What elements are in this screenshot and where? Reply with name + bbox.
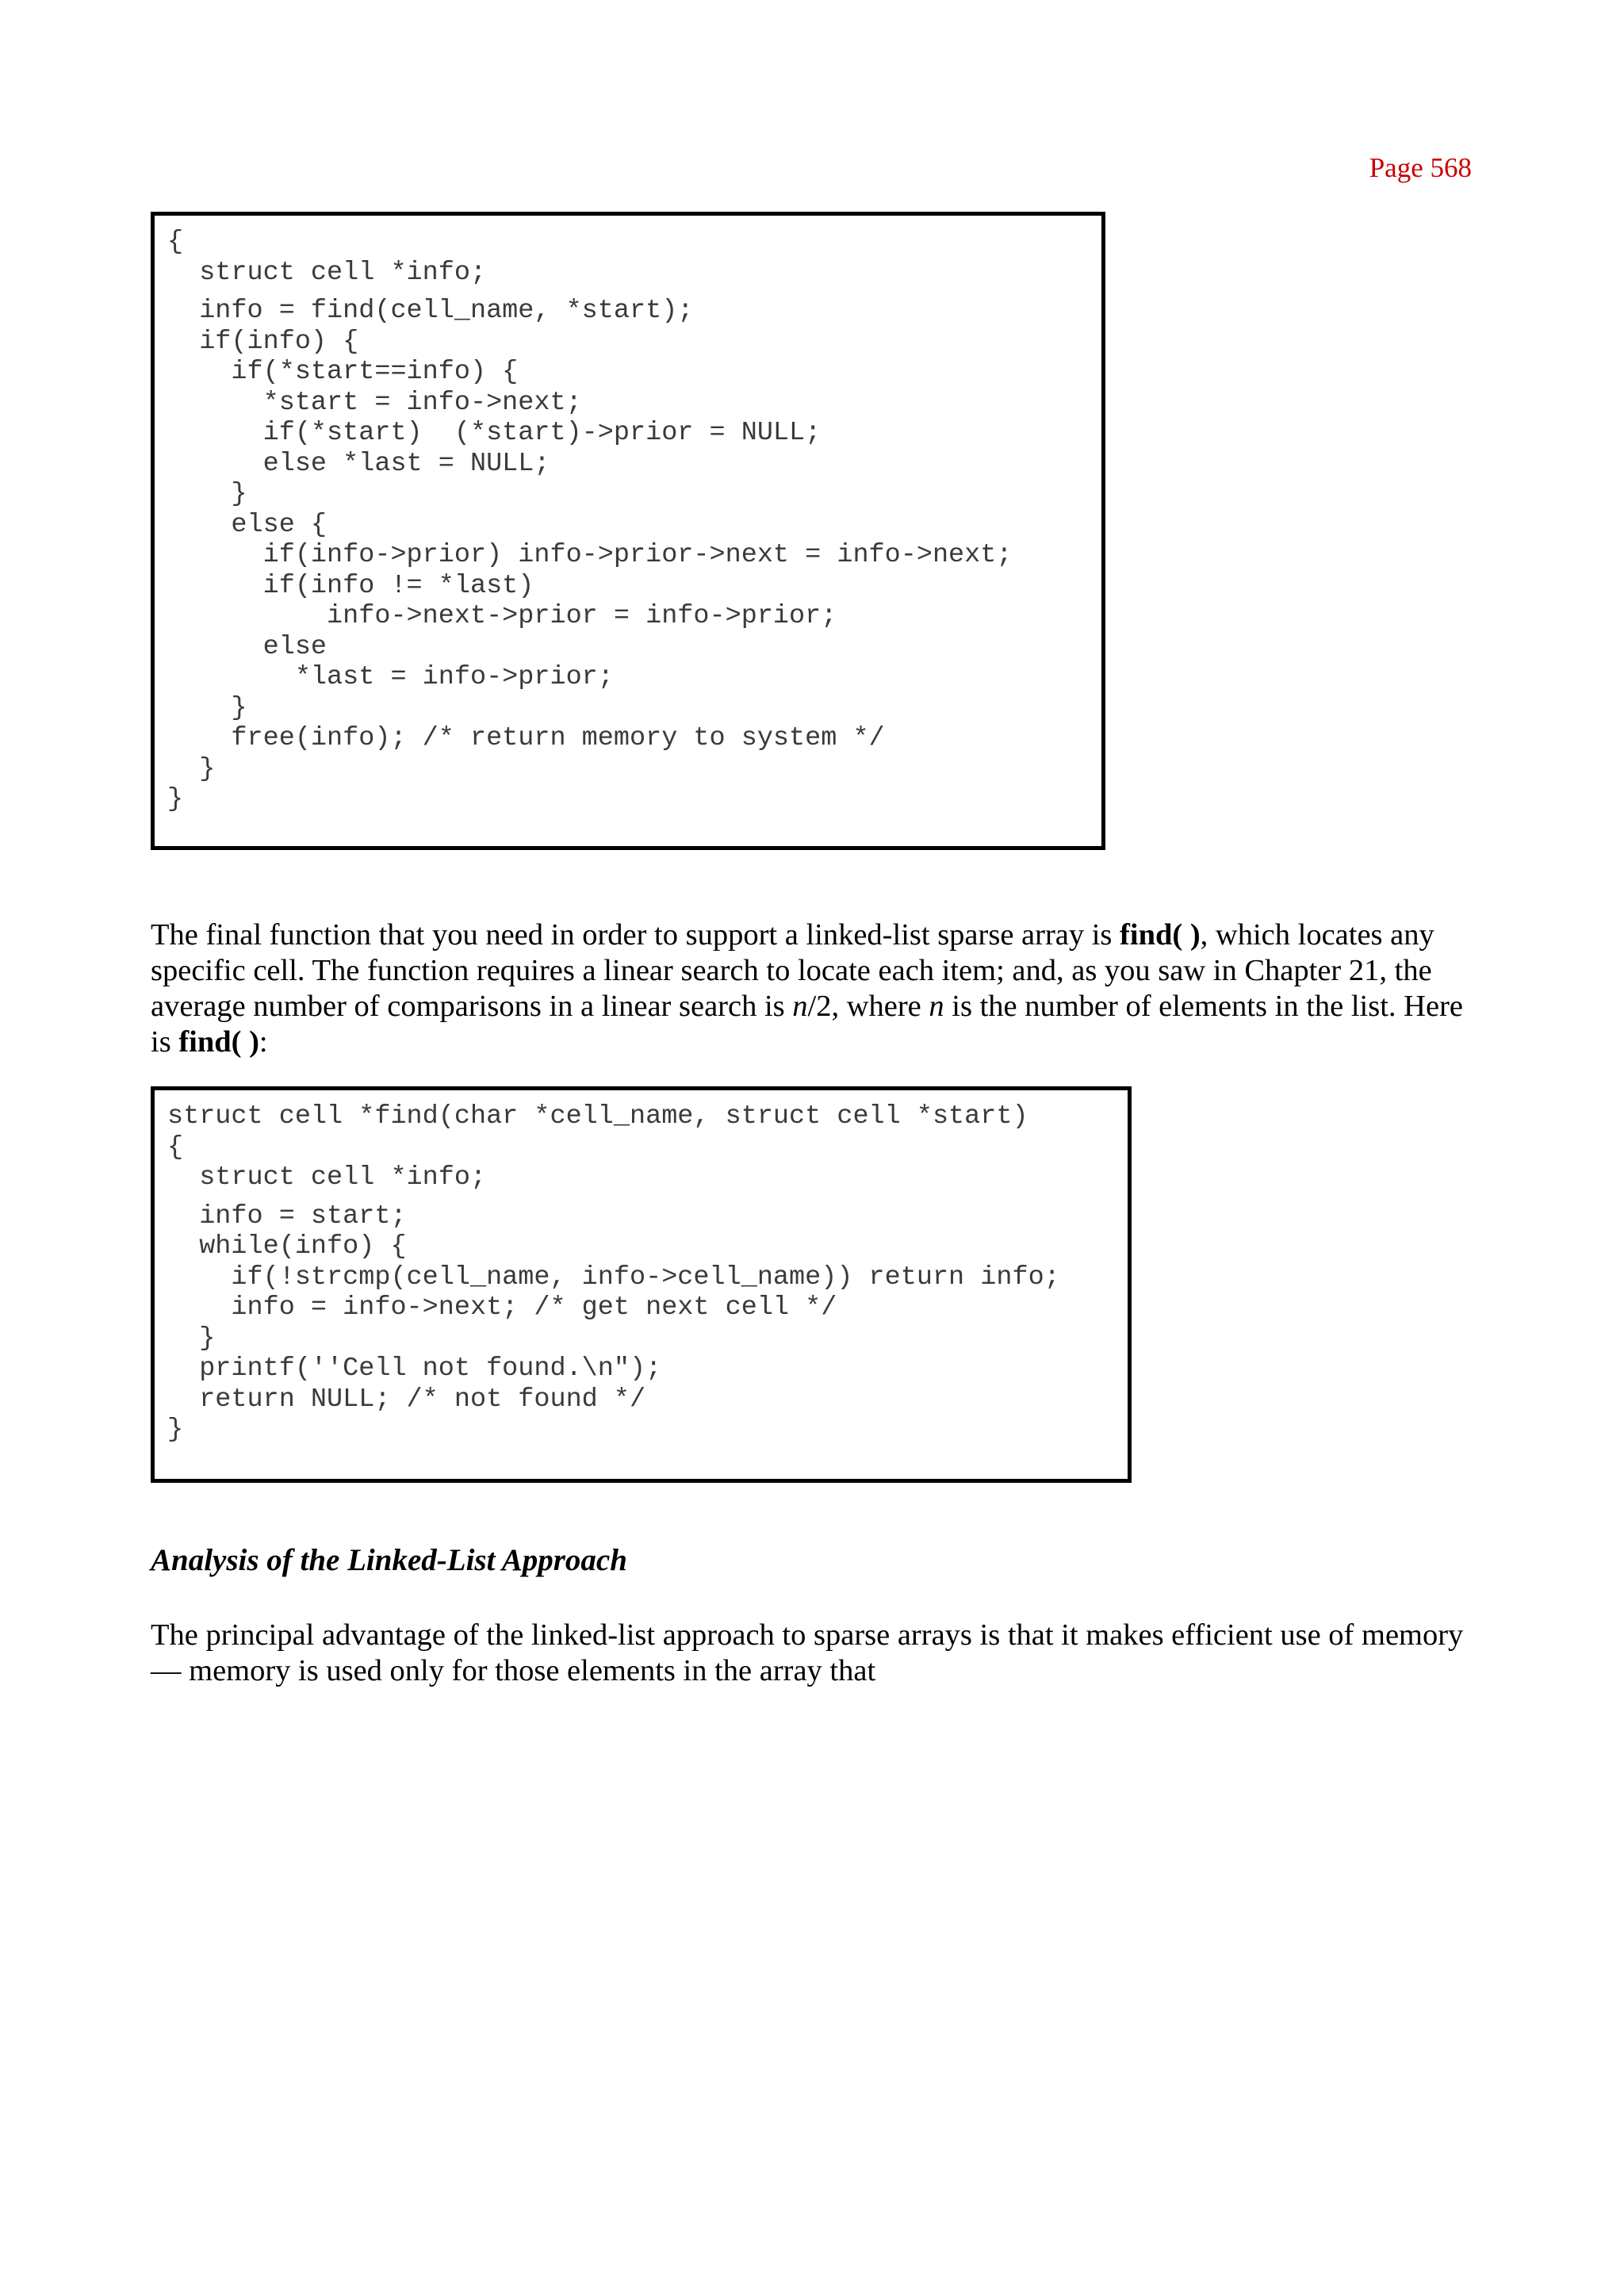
code-line: return NULL; /* not found */	[167, 1384, 646, 1415]
paragraph-text: The final function that you need in order to support a linked-list sparse array is	[151, 918, 1120, 952]
paragraph-text: , which locates any specific cell. The function requires a linear search to locate each item; and, as you saw in Chapter 21, the average number of comparisons in a linear search is	[151, 918, 1434, 1023]
code-line: struct cell *info;	[167, 1162, 487, 1193]
code-line: *start = info->next;	[167, 387, 582, 418]
body-paragraph-analysis: The principal advantage of the linked-list approach to sparse arrays is that it makes efficient use of memory— memory is used only for those elements in the array that	[151, 1618, 1464, 1687]
code-block-remove-function	[151, 212, 1105, 850]
page-number: Page 568	[1369, 152, 1472, 183]
code-line: else	[167, 631, 327, 662]
code-listing	[167, 227, 1012, 815]
inline-code-find: find( )	[178, 1025, 259, 1059]
paragraph-text: :	[259, 1025, 268, 1059]
inline-code-find: find( )	[1120, 918, 1201, 952]
code-line: }	[167, 1415, 184, 1445]
paragraph-text: /2, where	[807, 990, 929, 1023]
code-line: struct cell *find(char *cell_name, struct cell *start)	[167, 1101, 1028, 1132]
code-line: else *last = NULL;	[167, 448, 550, 479]
code-line: while(info) {	[167, 1231, 407, 1262]
code-line: }	[167, 692, 247, 723]
code-listing	[167, 1101, 1060, 1446]
code-blank-line	[167, 1193, 1060, 1201]
code-line: {	[167, 227, 184, 257]
code-block-find-function	[151, 1086, 1132, 1483]
code-line: struct cell *info;	[167, 257, 487, 288]
code-line: if(*start==info) {	[167, 357, 519, 387]
code-line: if(info->prior) info->prior->next = info->next;	[167, 540, 1013, 570]
code-line: info = start;	[167, 1201, 407, 1231]
paragraph-text: is the number of elements in the list. Here is	[151, 990, 1463, 1059]
code-line: if(*start) (*start)->prior = NULL;	[167, 418, 822, 448]
math-variable-n: n	[792, 990, 808, 1023]
code-line: info->next->prior = info->prior;	[167, 601, 837, 631]
code-line: {	[167, 1132, 184, 1162]
code-line: *last = info->prior;	[167, 662, 614, 692]
code-line: if(info) {	[167, 326, 359, 357]
code-line: free(info); /* return memory to system */	[167, 723, 885, 753]
code-line: printf(''Cell not found.\n");	[167, 1354, 662, 1384]
code-line: if(info != *last)	[167, 570, 534, 601]
code-line: }	[167, 479, 247, 509]
code-line: info = info->next; /* get next cell */	[167, 1293, 837, 1323]
math-variable-n: n	[929, 990, 944, 1023]
body-paragraph-find-intro	[151, 917, 1483, 1060]
code-line: }	[167, 1323, 216, 1354]
section-heading: Analysis of the Linked-List Approach	[151, 1543, 627, 1577]
code-line: }	[167, 784, 184, 814]
code-line: else {	[167, 509, 327, 540]
code-line: if(!strcmp(cell_name, info->cell_name)) return info;	[167, 1262, 1060, 1293]
code-blank-line	[167, 288, 1012, 296]
code-line: info = find(cell_name, *start);	[167, 296, 694, 326]
code-line: }	[167, 753, 216, 784]
